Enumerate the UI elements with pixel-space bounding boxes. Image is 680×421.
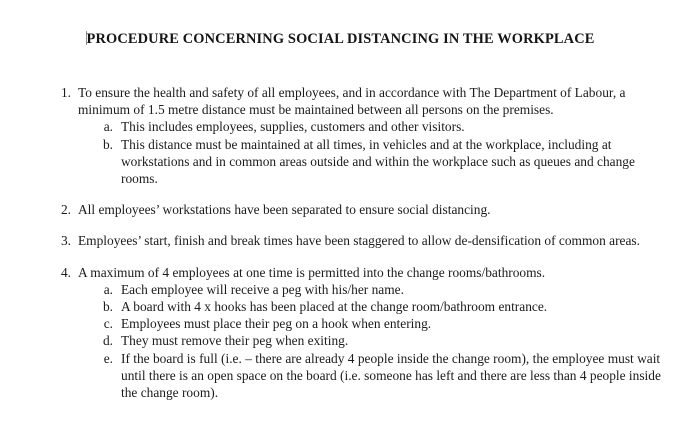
sublist-item-marker: d. [102,333,113,349]
sublist-item-marker: a. [103,281,113,297]
sublist-item-text: Employees must place their peg on a hook when entering. [121,316,432,332]
sublist-item-text: Each employee will receive a peg with his/her name. [121,281,404,297]
sublist-item-text: This includes employees, supplies, customers and other visitors. [121,119,465,135]
sublist-item [98,298,662,315]
sublist-item [98,281,662,298]
sublist-item-marker: a. [103,119,113,135]
list-item-text: All employees’ workstations have been separated to ensure social distancing. [78,202,491,218]
sublist-item-text: A board with 4 x hooks has been placed at the change room/bathroom entrance. [121,299,548,315]
procedure-list [54,84,662,401]
document-body [54,84,662,401]
sublist-item [98,118,662,135]
list-item [54,84,662,187]
procedure-sublist [78,281,662,401]
sublist-item-text: If the board is full (i.e. – there are already 4 people inside the change room), the employee must wait until there is an open space on the board (i.e. someone has left and there are less than 4 people inside the change room). [121,350,661,401]
list-item-marker: 4. [60,264,71,280]
list-item [54,264,662,402]
list-item-text: Employees’ start, finish and break times have been staggered to allow de-densification of common areas. [78,233,640,249]
sublist-item-marker: e. [103,350,113,366]
list-item-marker: 1. [60,85,71,100]
page-title-text: PROCEDURE CONCERNING SOCIAL DISTANCING IN THE WORKPLACE [86,31,595,47]
list-item-text: To ensure the health and safety of all employees, and in accordance with The Department of Labour, a minimum of 1.5 metre distance must be maintained between all persons on the premises. [78,85,626,118]
sublist-item [98,350,662,402]
list-item-marker: 2. [60,202,71,218]
sublist-item [98,136,662,188]
list-item-marker: 3. [60,233,71,249]
list-item-text: A maximum of 4 employees at one time is permitted into the change rooms/bathrooms. [78,264,546,280]
sublist-item-text: They must remove their peg when exiting. [121,333,349,349]
sublist-item [98,332,662,349]
sublist-item-marker: c. [103,316,113,332]
list-item [54,201,662,218]
list-item [54,232,662,249]
sublist-item-marker: b. [102,299,113,315]
procedure-sublist [78,118,662,187]
sublist-item-text: This distance must be maintained at all times, in vehicles and at the workplace, including at workstations and in common areas outside and within the workplace such as queues and change rooms. [121,136,635,187]
page-title [0,31,680,48]
sublist-item [98,315,662,332]
sublist-item-marker: b. [102,136,113,152]
